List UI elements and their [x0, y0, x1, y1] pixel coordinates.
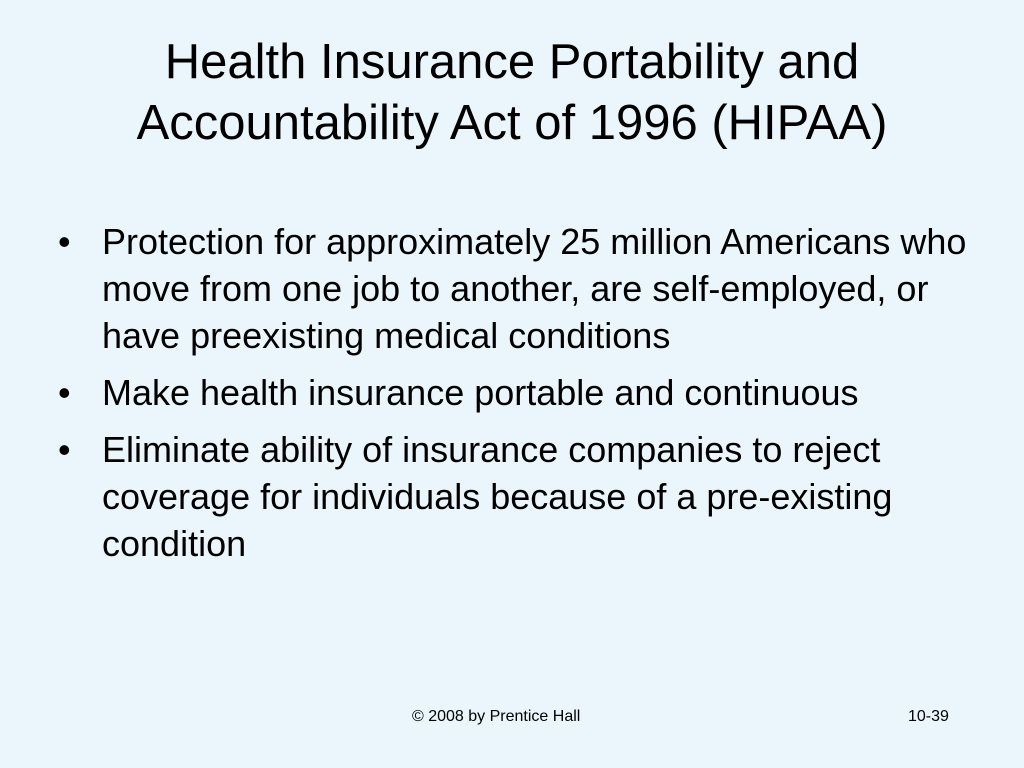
- bullet-text: Protection for approximately 25 million Americans who move from one job to another, are self-employed, or have preexisting medical conditions: [102, 221, 967, 356]
- bullet-item: [55, 369, 975, 416]
- bullet-item: [55, 426, 975, 567]
- slide-number: 10-39: [908, 708, 949, 725]
- bullet-list: [55, 218, 975, 577]
- slide-title: Health Insurance Portability and Accountability Act of 1996 (HIPAA): [136, 35, 888, 150]
- bullet-icon: •: [58, 372, 71, 413]
- footer-copyright: © 2008 by Prentice Hall: [412, 708, 581, 725]
- bullet-icon: •: [58, 221, 71, 262]
- bullet-item: [55, 218, 975, 359]
- bullet-text: Eliminate ability of insurance companies to reject coverage for individuals because of a pre-existing condition: [102, 429, 893, 564]
- bullet-text: Make health insurance portable and continuous: [102, 372, 859, 413]
- bullet-icon: •: [58, 429, 71, 470]
